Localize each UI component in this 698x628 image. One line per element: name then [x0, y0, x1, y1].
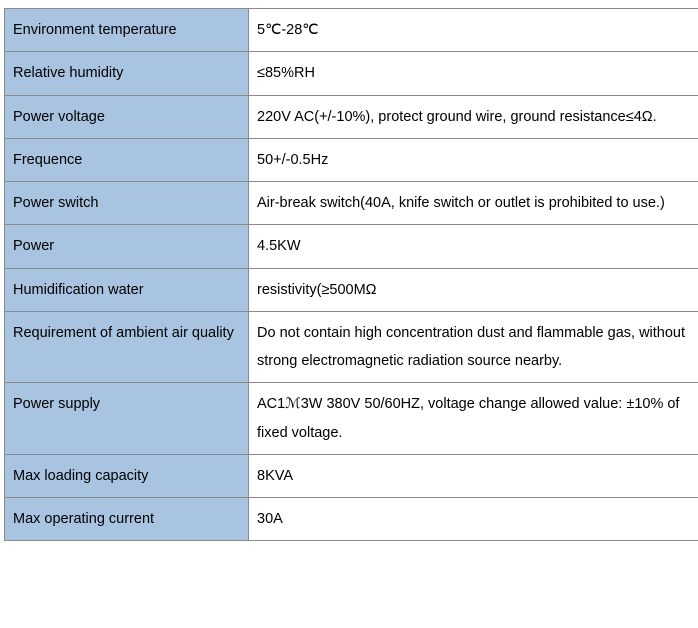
spec-label: Power voltage	[5, 95, 249, 138]
table-row	[5, 138, 698, 181]
table-row	[5, 52, 698, 95]
spec-label: Requirement of ambient air quality	[5, 311, 249, 383]
spec-label: Power switch	[5, 182, 249, 225]
table-row	[5, 498, 698, 541]
spec-value: AC1ℳ3W 380V 50/60HZ, voltage change allowed value: ±10% of fixed voltage.	[249, 383, 698, 455]
spec-value: Do not contain high concentration dust and flammable gas, without strong electromagnetic radiation source nearby.	[249, 311, 698, 383]
spec-value: 50+/-0.5Hz	[249, 138, 698, 181]
specifications-table	[4, 8, 698, 541]
table-row	[5, 383, 698, 455]
table-row	[5, 268, 698, 311]
spec-value: 8KVA	[249, 454, 698, 497]
spec-label: Max operating current	[5, 498, 249, 541]
spec-label: Max loading capacity	[5, 454, 249, 497]
spec-value: 30A	[249, 498, 698, 541]
specifications-table-body	[5, 9, 698, 541]
spec-value: 220V AC(+/-10%), protect ground wire, ground resistance≤4Ω.	[249, 95, 698, 138]
spec-label: Environment temperature	[5, 9, 249, 52]
table-row	[5, 9, 698, 52]
table-row	[5, 95, 698, 138]
spec-value: Air-break switch(40A, knife switch or outlet is prohibited to use.)	[249, 182, 698, 225]
spec-label: Frequence	[5, 138, 249, 181]
spec-value: ≤85%RH	[249, 52, 698, 95]
spec-value: 4.5KW	[249, 225, 698, 268]
table-row	[5, 311, 698, 383]
table-row	[5, 182, 698, 225]
spec-value: resistivity(≥500MΩ	[249, 268, 698, 311]
table-row	[5, 225, 698, 268]
table-row	[5, 454, 698, 497]
spec-label: Humidification water	[5, 268, 249, 311]
spec-label: Power	[5, 225, 249, 268]
spec-label: Power supply	[5, 383, 249, 455]
spec-value: 5℃-28℃	[249, 9, 698, 52]
spec-label: Relative humidity	[5, 52, 249, 95]
